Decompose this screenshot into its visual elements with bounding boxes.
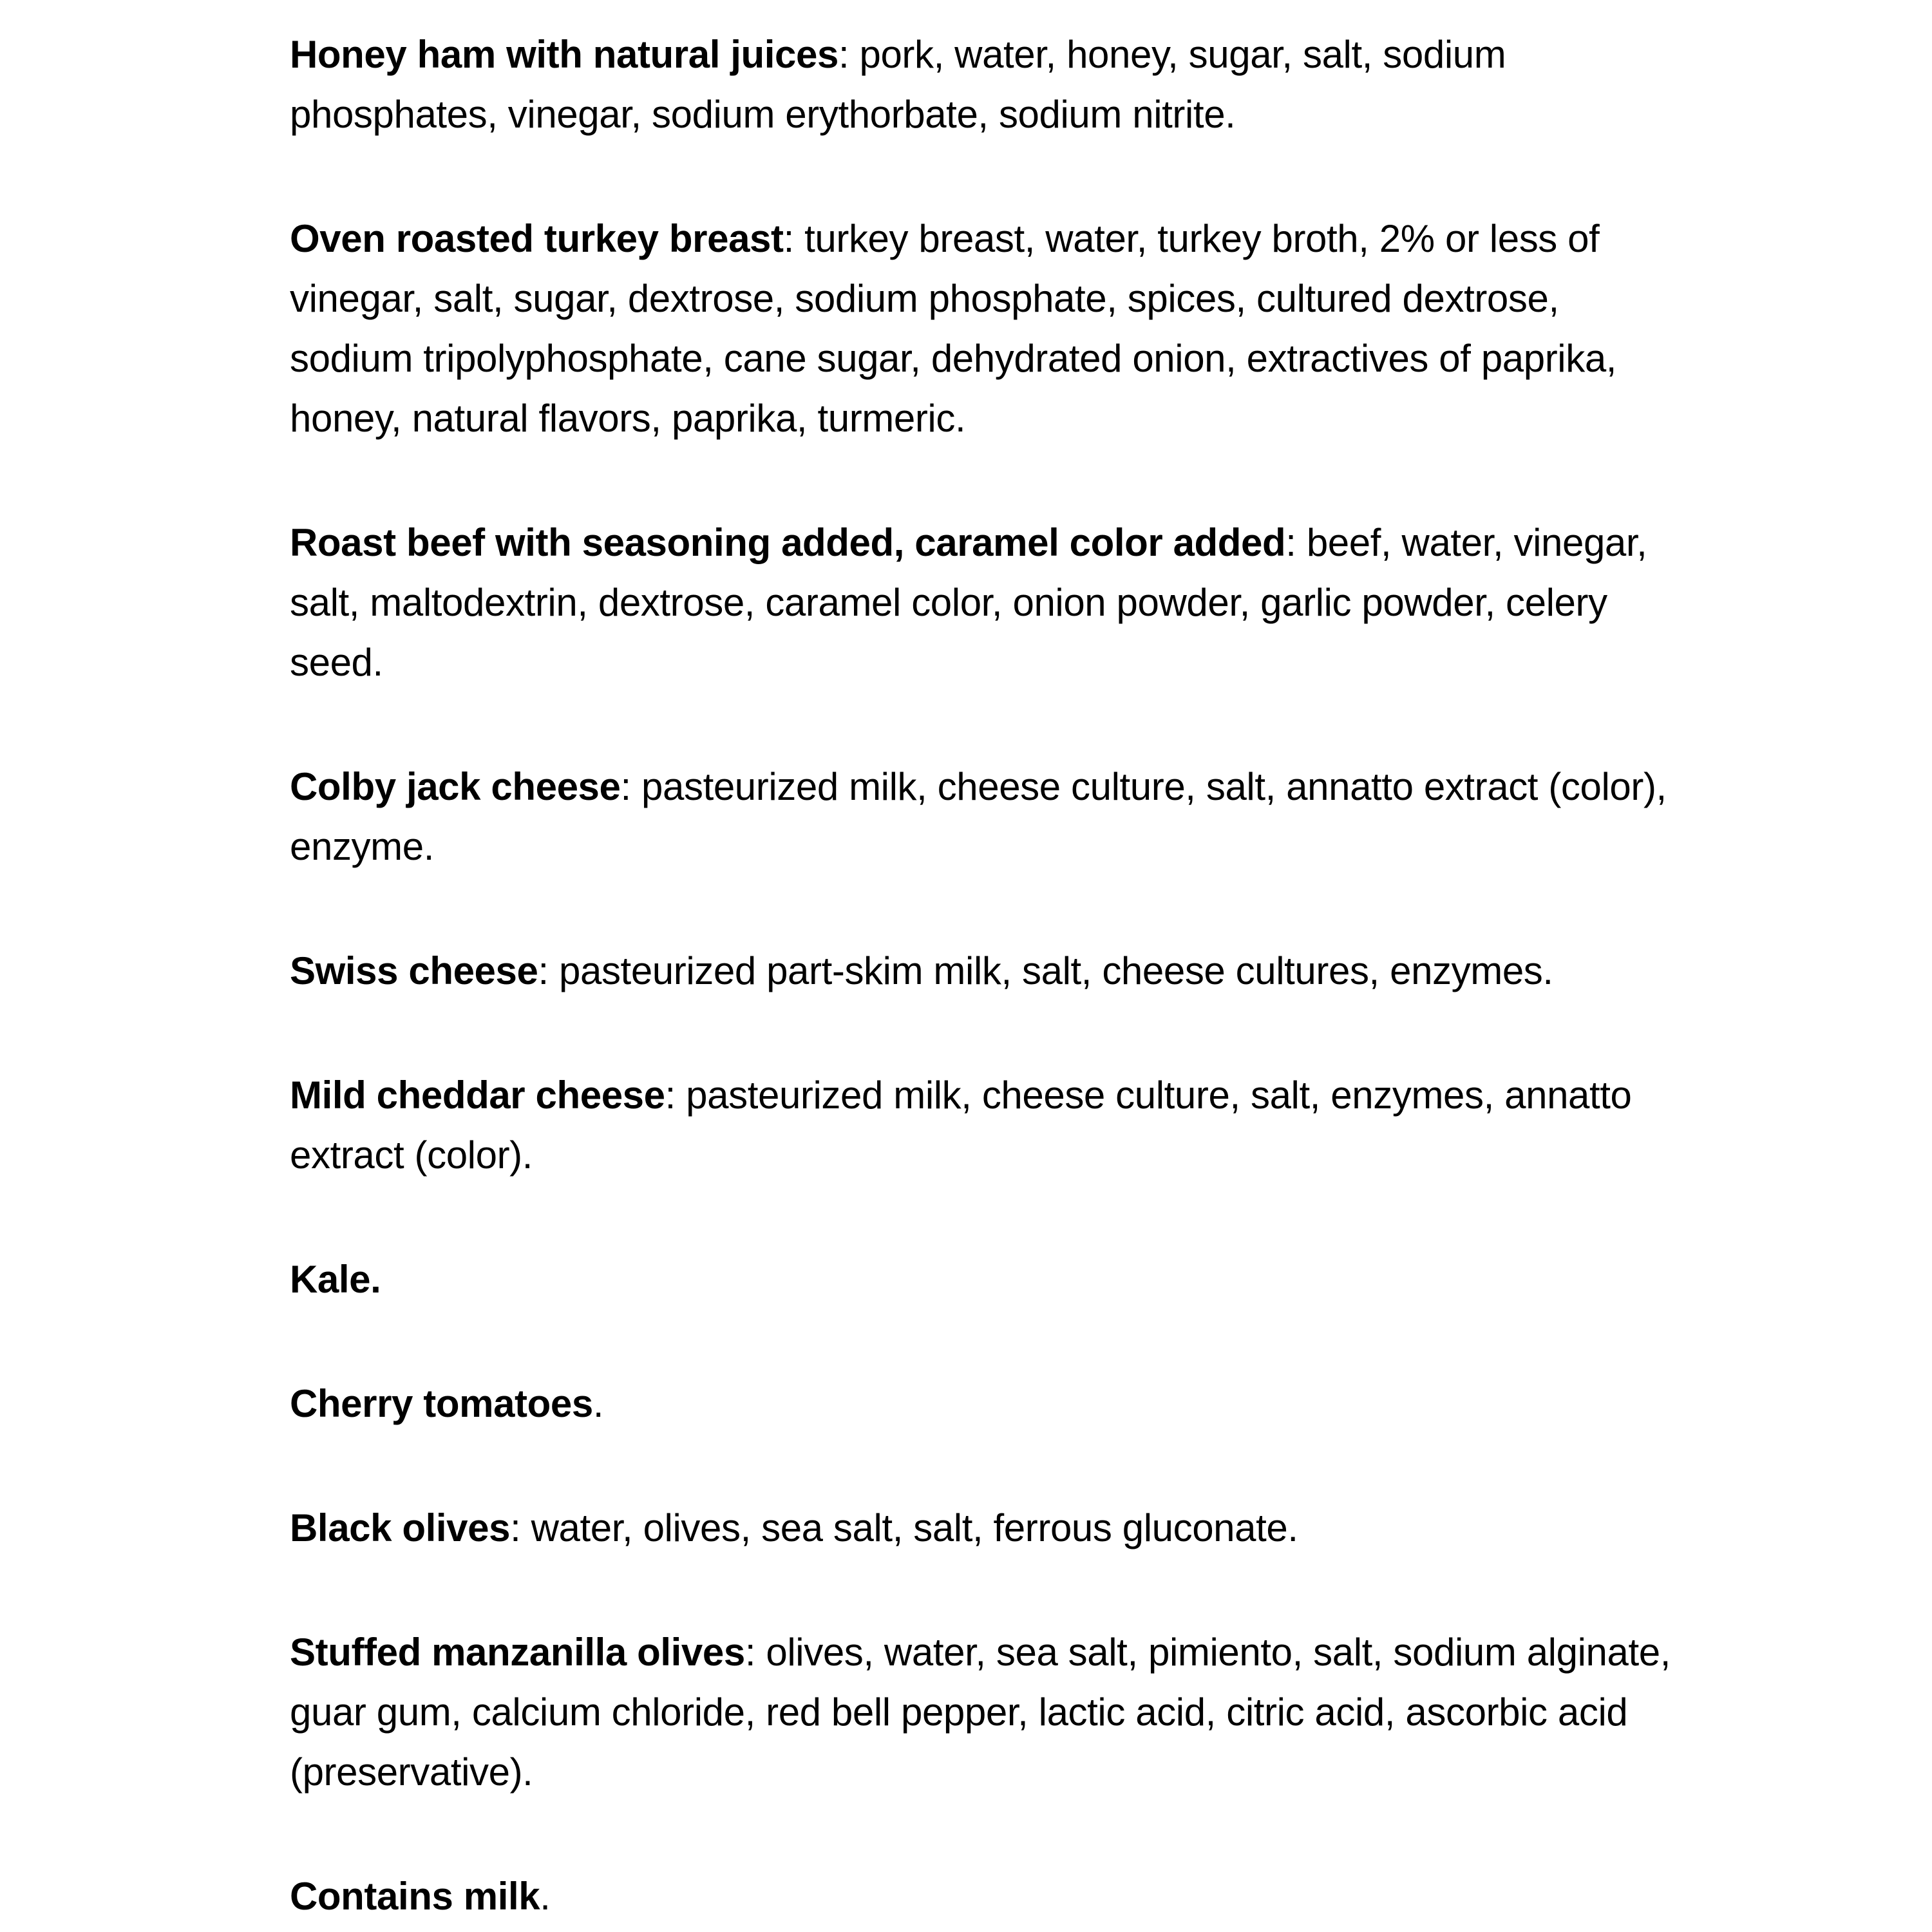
entry-ingredients: pork, water, honey, sugar, salt, sodium phosphates, vinegar, sodium erythorbate, sodium nitrite. — [290, 33, 1506, 136]
entry-turkey-breast — [290, 209, 1674, 448]
entry-separator: : — [510, 1506, 531, 1549]
entry-name: Mild cheddar cheese — [290, 1074, 665, 1117]
entry-name: Colby jack cheese — [290, 765, 621, 808]
entry-separator: : — [665, 1074, 687, 1117]
entry-ingredients: pasteurized milk, cheese culture, salt, enzymes, annatto extract (color). — [290, 1074, 1632, 1177]
entry-ingredients: turkey breast, water, turkey broth, 2% or less of vinegar, salt, sugar, dextrose, sodium phosphate, spices, cultured dextrose, sodium tripolyphosphate, cane sugar, dehydrated onion, extractives of paprika, honey, natural flavors, paprika, turmeric. — [290, 217, 1617, 440]
entry-mild-cheddar — [290, 1065, 1674, 1185]
entry-separator: : — [538, 949, 560, 992]
entry-ingredients: beef, water, vinegar, salt, maltodextrin, dextrose, caramel color, onion powder, garlic powder, celery seed. — [290, 521, 1647, 684]
entry-separator: . — [540, 1875, 551, 1918]
entry-name: Swiss cheese — [290, 949, 538, 992]
entry-honey-ham — [290, 24, 1674, 144]
entry-separator: : — [838, 33, 860, 76]
ingredients-document — [290, 24, 1674, 1926]
entry-ingredients: pasteurized part-skim milk, salt, cheese cultures, enzymes. — [559, 949, 1553, 992]
entry-roast-beef — [290, 513, 1674, 692]
entry-separator: : — [783, 217, 805, 260]
entry-manzanilla-olives — [290, 1622, 1674, 1802]
entry-name: Honey ham with natural juices — [290, 33, 838, 76]
entry-cherry-tomatoes — [290, 1374, 1674, 1434]
entry-ingredients: water, olives, sea salt, salt, ferrous gluconate. — [531, 1506, 1298, 1549]
entry-name: Stuffed manzanilla olives — [290, 1631, 745, 1674]
allergen-statement — [290, 1866, 1674, 1926]
entry-name: Oven roasted turkey breast — [290, 217, 784, 260]
entry-separator: : — [620, 765, 642, 808]
entry-colby-jack — [290, 757, 1674, 876]
entry-swiss-cheese — [290, 941, 1674, 1001]
entry-name: Cherry tomatoes — [290, 1382, 593, 1425]
entry-name: Contains milk — [290, 1875, 540, 1918]
entry-kale — [290, 1249, 1674, 1309]
entry-separator: . — [592, 1382, 604, 1425]
entry-name: Roast beef with seasoning added, caramel color added — [290, 521, 1286, 564]
entry-name: Black olives — [290, 1506, 511, 1549]
entry-separator: : — [1285, 521, 1307, 564]
entry-ingredients: pasteurized milk, cheese culture, salt, annatto extract (color), enzyme. — [290, 765, 1667, 868]
entry-name: Kale. — [290, 1258, 381, 1301]
entry-ingredients: olives, water, sea salt, pimiento, salt, sodium alginate, guar gum, calcium chloride, red bell pepper, lactic acid, citric acid, ascorbic acid (preservative). — [290, 1631, 1671, 1794]
entry-black-olives — [290, 1498, 1674, 1558]
entry-separator: : — [744, 1631, 766, 1674]
